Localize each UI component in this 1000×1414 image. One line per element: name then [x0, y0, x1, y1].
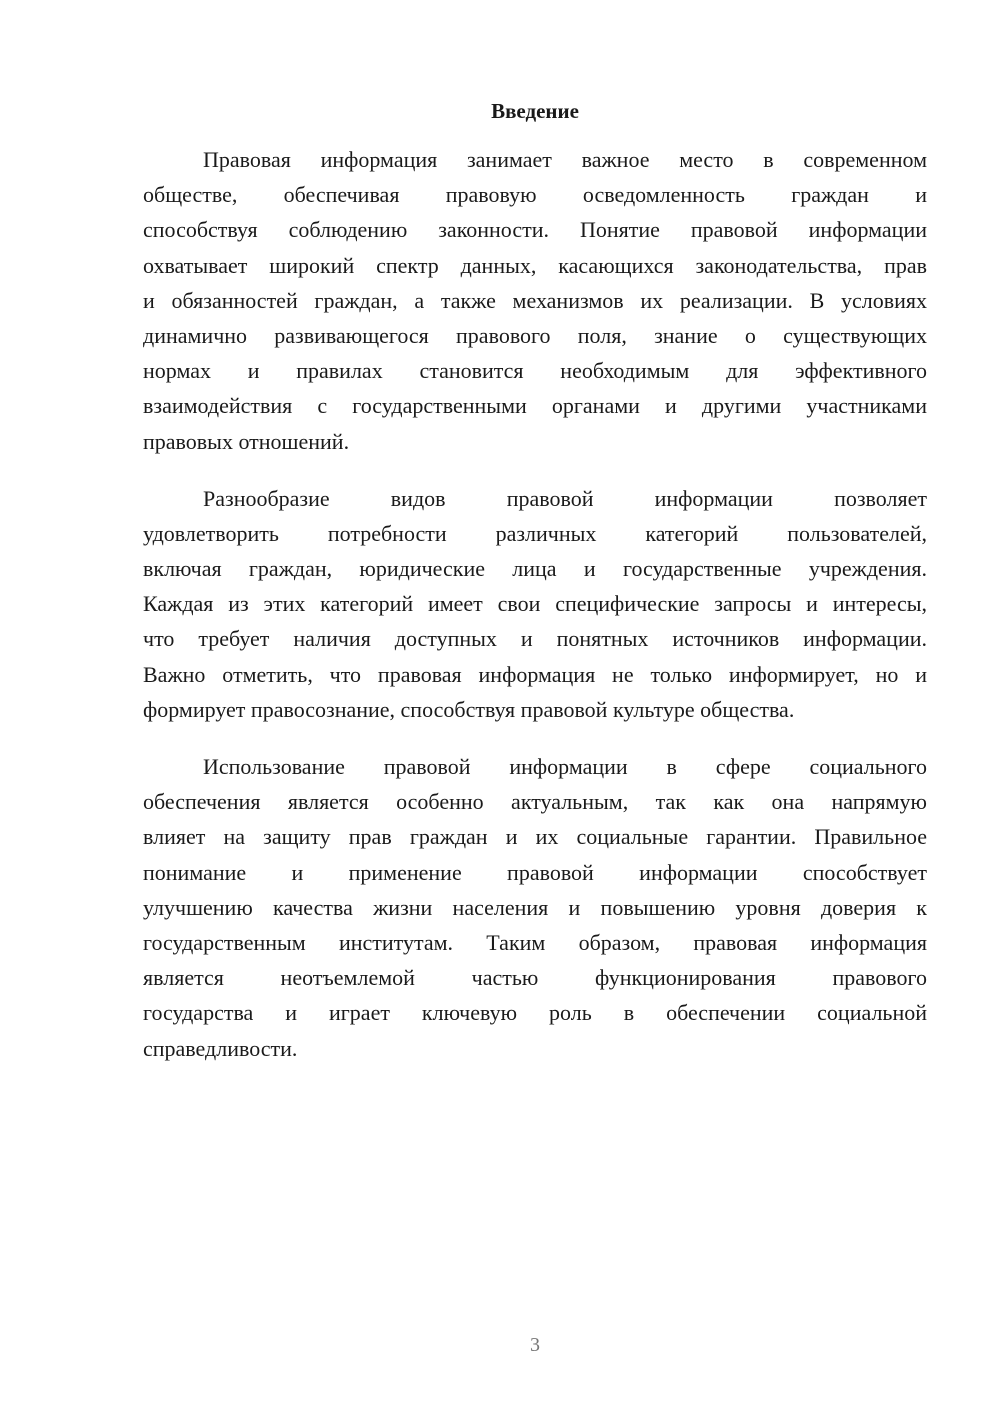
- text-line: обеспечения является особенно актуальным, так как она напрямую: [143, 789, 927, 815]
- text-line: Разнообразие видов правовой информации позволяет: [203, 485, 927, 511]
- text-line: справедливости.: [143, 1035, 298, 1061]
- text-line: Правовая информация занимает важное место в современном: [203, 147, 927, 172]
- paragraph: [143, 749, 927, 1066]
- text-line: улучшению качества жизни населения и повышению уровня доверия к: [143, 894, 927, 920]
- paragraph: [143, 481, 927, 727]
- text-line: формирует правосознание, способствуя правовой культуре общества.: [143, 696, 795, 722]
- text-line: государства и играет ключевую роль в обеспечении социальной: [143, 1000, 927, 1026]
- text-line: что требует наличия доступных и понятных источников информации.: [143, 626, 927, 652]
- text-line: понимание и применение правовой информации способствует: [143, 859, 927, 885]
- text-line: является неотъемлемой частью функционирования правового: [143, 965, 927, 991]
- paragraph: [143, 142, 927, 459]
- text-line: и обязанностей граждан, а также механизмов их реализации. В условиях: [143, 287, 927, 313]
- text-line: влияет на защиту прав граждан и их социальные гарантии. Правильное: [143, 824, 927, 850]
- text-line: правовых отношений.: [143, 428, 350, 454]
- text-line: нормах и правилах становится необходимым для эффективного: [143, 358, 927, 384]
- text-line: динамично развивающегося правового поля, знание о существующих: [143, 322, 927, 348]
- text-line: Каждая из этих категорий имеет свои специфические запросы и интересы,: [143, 591, 927, 617]
- document-body: [143, 142, 927, 1088]
- page-title: Введение: [491, 99, 579, 123]
- text-line: включая граждан, юридические лица и государственные учреждения.: [143, 556, 927, 582]
- text-line: удовлетворить потребности различных категорий пользователей,: [143, 520, 927, 546]
- text-line: способствуя соблюдению законности. Понятие правовой информации: [143, 217, 927, 243]
- text-line: Важно отметить, что правовая информация не только информирует, но и: [143, 661, 927, 687]
- text-line: государственным институтам. Таким образом, правовая информация: [143, 929, 927, 955]
- page-number: 3: [530, 1334, 540, 1356]
- text-line: Использование правовой информации в сфере социального: [203, 754, 927, 779]
- text-line: взаимодействия с государственными органами и другими участниками: [143, 393, 927, 419]
- text-line: обществе, обеспечивая правовую осведомленность граждан и: [143, 182, 927, 208]
- text-line: охватывает широкий спектр данных, касающихся законодательства, прав: [143, 252, 927, 278]
